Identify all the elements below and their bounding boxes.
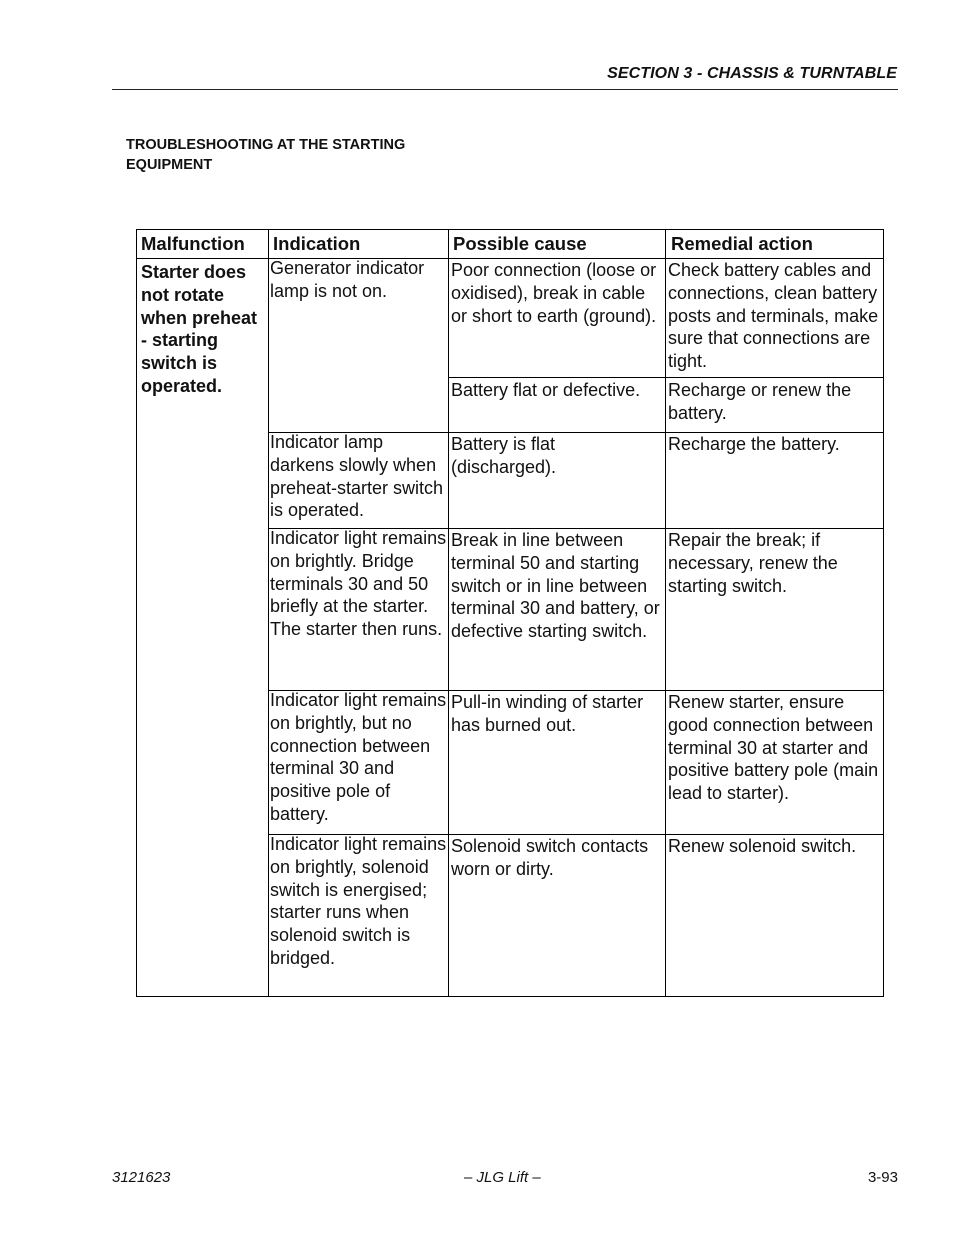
table-col-divider-2 xyxy=(448,229,449,997)
indication-cell: Indicator light remains on brightly, but no connection between terminal 30 and positive pole of battery. xyxy=(270,690,447,824)
action-cell: Renew solenoid switch. xyxy=(668,836,857,856)
table-border-bottom xyxy=(136,996,884,997)
section-header: SECTION 3 - CHASSIS & TURNTABLE xyxy=(607,65,897,82)
footer-publisher: – JLG Lift – xyxy=(464,1169,541,1186)
row-rule-1 xyxy=(448,377,884,378)
footer-doc-number: 3121623 xyxy=(112,1169,171,1186)
table-col-divider-1 xyxy=(268,229,269,997)
indication-cell: Indicator lamp darkens slowly when preheat-starter switch is operated. xyxy=(270,432,444,521)
cause-cell: Pull-in winding of starter has burned out. xyxy=(451,692,644,735)
indication-cell: Indicator light remains on brightly, solenoid switch is energised; starter runs when solenoid switch is bridged. xyxy=(270,834,447,968)
column-header-possible-cause: Possible cause xyxy=(453,233,587,254)
table-border-top xyxy=(136,229,884,230)
cause-cell: Break in line between terminal 50 and starting switch or in line between terminal 30 and battery, or defective starting switch. xyxy=(451,530,660,642)
action-cell: Repair the break; if necessary, renew the starting switch. xyxy=(668,530,838,596)
action-cell: Recharge the battery. xyxy=(668,434,840,454)
cause-cell: Battery is flat (discharged). xyxy=(451,434,557,477)
cause-cell: Solenoid switch contacts worn or dirty. xyxy=(451,836,649,879)
page-heading xyxy=(126,135,456,175)
heading-line-1: TROUBLESHOOTING AT THE STARTING xyxy=(126,137,406,153)
footer-page-number: 3-93 xyxy=(867,1169,898,1186)
table-border-left xyxy=(136,229,137,997)
cause-cell: Battery flat or defective. xyxy=(451,380,641,400)
cause-cell: Poor connection (loose or oxidised), break in cable or short to earth (ground). xyxy=(451,260,657,326)
indication-cell: Indicator light remains on brightly. Bridge terminals 30 and 50 briefly at the starter. The starter then runs. xyxy=(270,528,447,640)
column-header-malfunction: Malfunction xyxy=(141,233,245,254)
heading-line-2: EQUIPMENT xyxy=(126,157,213,173)
indication-cell: Generator indicator lamp is not on. xyxy=(270,258,425,301)
column-header-indication: Indication xyxy=(273,233,361,254)
action-cell: Recharge or renew the battery. xyxy=(668,380,852,423)
column-header-remedial-action: Remedial action xyxy=(671,233,813,254)
action-cell: Renew starter, ensure good connection between terminal 30 at starter and positive battery pole (main lead to starter). xyxy=(668,692,879,804)
action-cell: Check battery cables and connections, clean battery posts and terminals, make sure that connections are tight. xyxy=(668,260,879,372)
table-border-right xyxy=(883,229,884,997)
table-col-divider-3 xyxy=(665,229,666,997)
malfunction-cell: Starter does not rotate when preheat - starting switch is operated. xyxy=(141,262,258,396)
header-rule xyxy=(112,89,898,90)
